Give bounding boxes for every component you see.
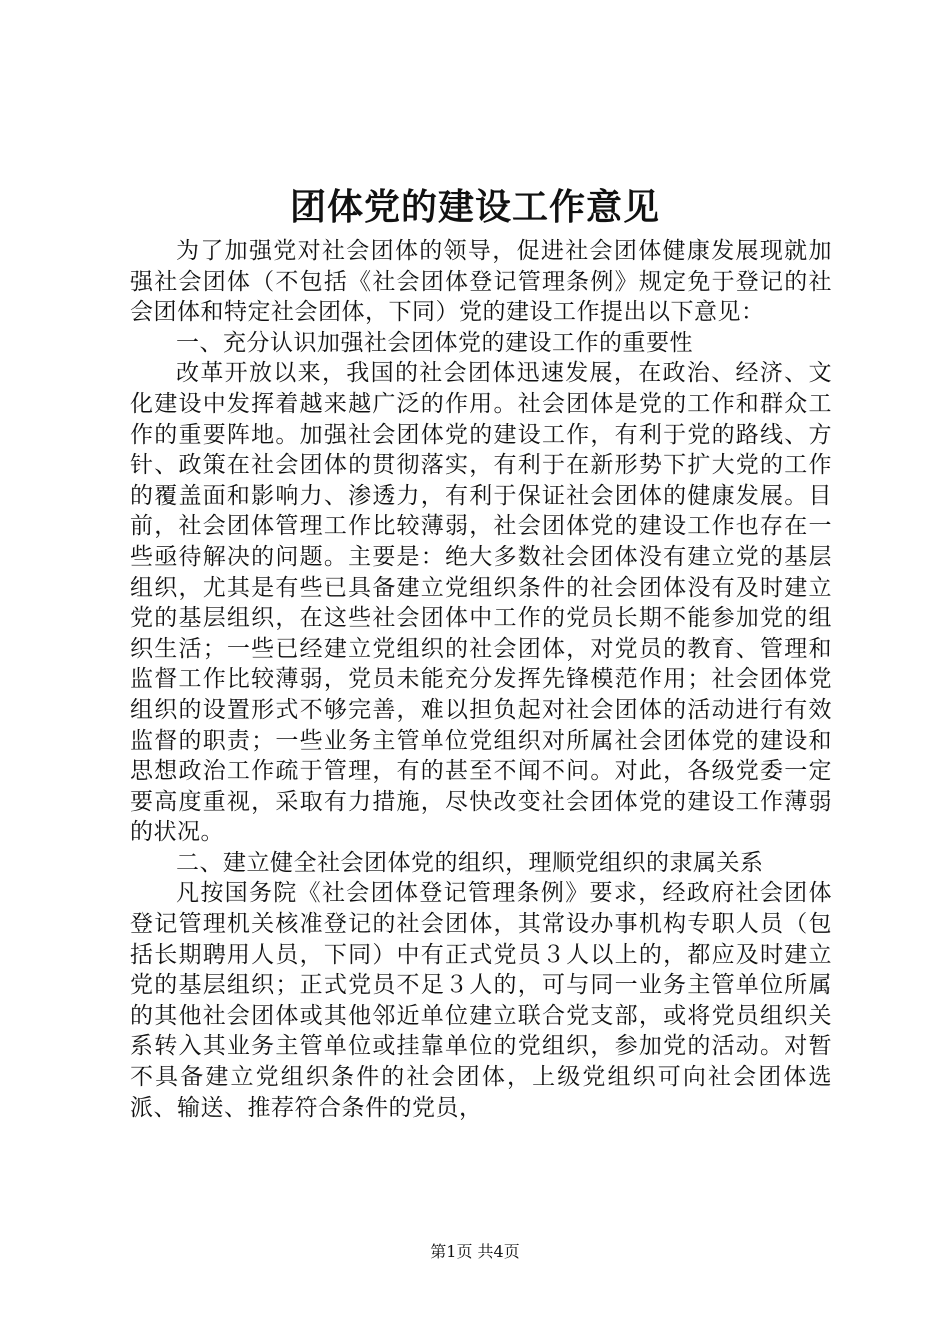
page-number-footer: 第1页 共4页 [430,1242,520,1261]
document-body [130,236,832,1123]
section-1-paragraph: 改革开放以来，我国的社会团体迅速发展，在政治、经济、文化建设中发挥着越来越广泛的作用。社会团体是党的工作和群众工作的重要阵地。加强社会团体党的建设工作，有利于党的路线、方针、政策在社会团体的贯彻落实，有利于在新形势下扩大党的工作的覆盖面和影响力、渗透力，有利于保证社会团体的健康发展。目前，社会团体管理工作比较薄弱，社会团体党的建设工作也存在一些亟待解决的问题。主要是：绝大多数社会团体没有建立党的基层组织，尤其是有些已具备建立党组织条件的社会团体没有及时建立党的基层组织，在这些社会团体中工作的党员长期不能参加党的组织生活；一些已经建立党组织的社会团体，对党员的教育、管理和监督工作比较薄弱，党员未能充分发挥先锋模范作用；社会团体党组织的设置形式不够完善，难以担负起对社会团体的活动进行有效监督的职责；一些业务主管单位党组织对所属社会团体党的建设和思想政治工作疏于管理，有的甚至不闻不问。对此，各级党委一定要高度重视，采取有力措施，尽快改变社会团体党的建设工作薄弱的状况。 [130,360,832,846]
section-heading-2: 二、建立健全社会团体党的组织，理顺党组织的隶属关系 [176,849,764,876]
section-heading-1: 一、充分认识加强社会团体党的建设工作的重要性 [176,329,693,356]
section-2-paragraph: 凡按国务院《社会团体登记管理条例》要求，经政府社会团体登记管理机关核准登记的社会团体，其常设办事机构专职人员（包括长期聘用人员，下同）中有正式党员３人以上的，都应及时建立党的基层组织；正式党员不足３人的，可与同一业务主管单位所属的其他社会团体或其他邻近单位建立联合党支部，或将党员组织关系转入其业务主管单位或挂靠单位的党组织，参加党的活动。对暂不具备建立党组织条件的社会团体，上级党组织可向社会团体选派、输送、推荐符合条件的党员， [130,880,832,1121]
intro-paragraph: 为了加强党对社会团体的领导，促进社会团体健康发展现就加强社会团体（不包括《社会团体登记管理条例》规定免于登记的社会团体和特定社会团体，下同）党的建设工作提出以下意见： [130,238,832,326]
document-title: 团体党的建设工作意见 [289,186,660,228]
